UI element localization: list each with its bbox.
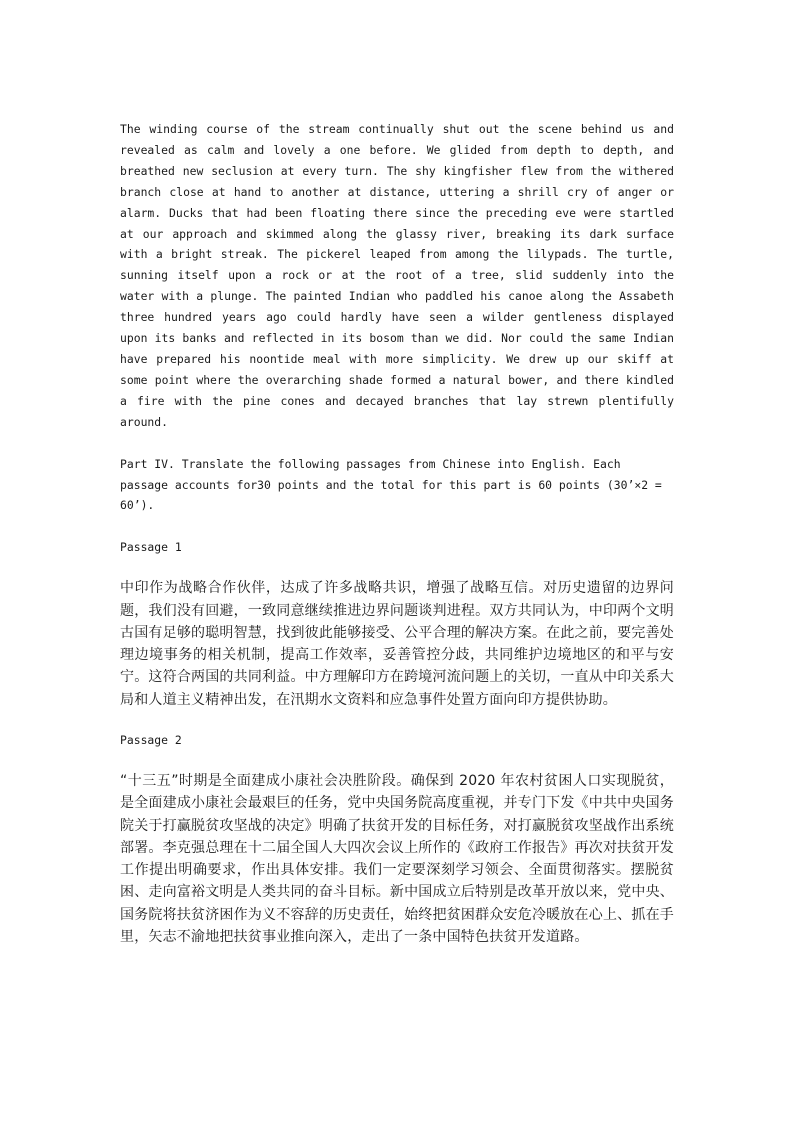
spacer [120,516,674,537]
passage-1-title: Passage 1 [120,540,182,555]
spacer [120,751,674,770]
passage-2-title: Passage 2 [120,733,182,747]
document-body [120,119,674,948]
passage-1-text: 中印作为战略合作伙伴，达成了许多战略共识，增强了战略互信。对历史遗留的边界问题，我们没有回避，一致同意继续推进边界问题谈判进程。双方共同认为，中印两个文明古国有足够的聪明智慧，找到彼此能够接受、公平合理的解决方案。在此之前，要完善处理边境事务的相关机制，提高工作效率，妥善管控分歧，共同维护边境地区的和平与安宁。这符合两国的共同利益。中方理解印方在跨境河流问题上的关切，一直从中印关系大局和人道主义精神出发，在汛期水文资料和应急事件处置方面向印方提供协助。 [120,580,674,708]
spacer [120,711,674,730]
part-iv-instructions: Part IV. Translate the following passages from Chinese into English. Each passage accounts for30 points and the total for this part is 60 points (30’×2 = 60’). [120,456,662,513]
passage-2-text: “十三五”时期是全面建成小康社会决胜阶段。确保到 2020 年农村贫困人口实现脱贫，是全面建成小康社会最艰巨的任务，党中央国务院高度重视，并专门下发《中共中央国务院关于打赢脱贫攻坚战的决定》明确了扶贫开发的目标任务，对打赢脱贫攻坚战作出系统部署。李克强总理在十二届全国人大四次会议上所作的《政府工作报告》再次对扶贫开发工作提出明确要求，作出具体安排。我们一定要深刻学习领会、全面贯彻落实。摆脱贫困、走向富裕文明是人类共同的奋斗目标。新中国成立后特别是改革开放以来，党中央、国务院将扶贫济困作为义不容辞的历史责任，始终把贫困群众安危冷暖放在心上、抓在手里，矢志不渝地把扶贫事业推向深入，走出了一条中国特色扶贫开发道路。 [120,772,674,945]
spacer [120,433,674,454]
english-passage: The winding course of the stream continually shut out the scene behind us and revealed as calm and lovely a one before. We glided from depth to depth, and breathed new seclusion at every turn. The shy kingfisher flew from the withered branch close at hand to another at distance, uttering a shrill cry of anger or alarm. Ducks that had been floating there since the preceding eve were startled at our approach and skimmed along the glassy river, breaking its dark surface with a bright streak. The pickerel leaped from among the lilypads. The turtle, sunning itself upon a rock or at the root of a tree, slid suddenly into the water with a plunge. The painted Indian who paddled his canoe along the Assabeth three hundred years ago could hardly have seen a wilder gentleness displayed upon its banks and reflected in its bosom than we did. Nor could the same Indian have prepared his noontide meal with more simplicity. We drew up our skiff at some point where the overarching shade formed a natural bower, and there kindled a fire with the pine cones and decayed branches that lay strewn plentifully around. [120,122,674,429]
spacer [120,558,674,577]
